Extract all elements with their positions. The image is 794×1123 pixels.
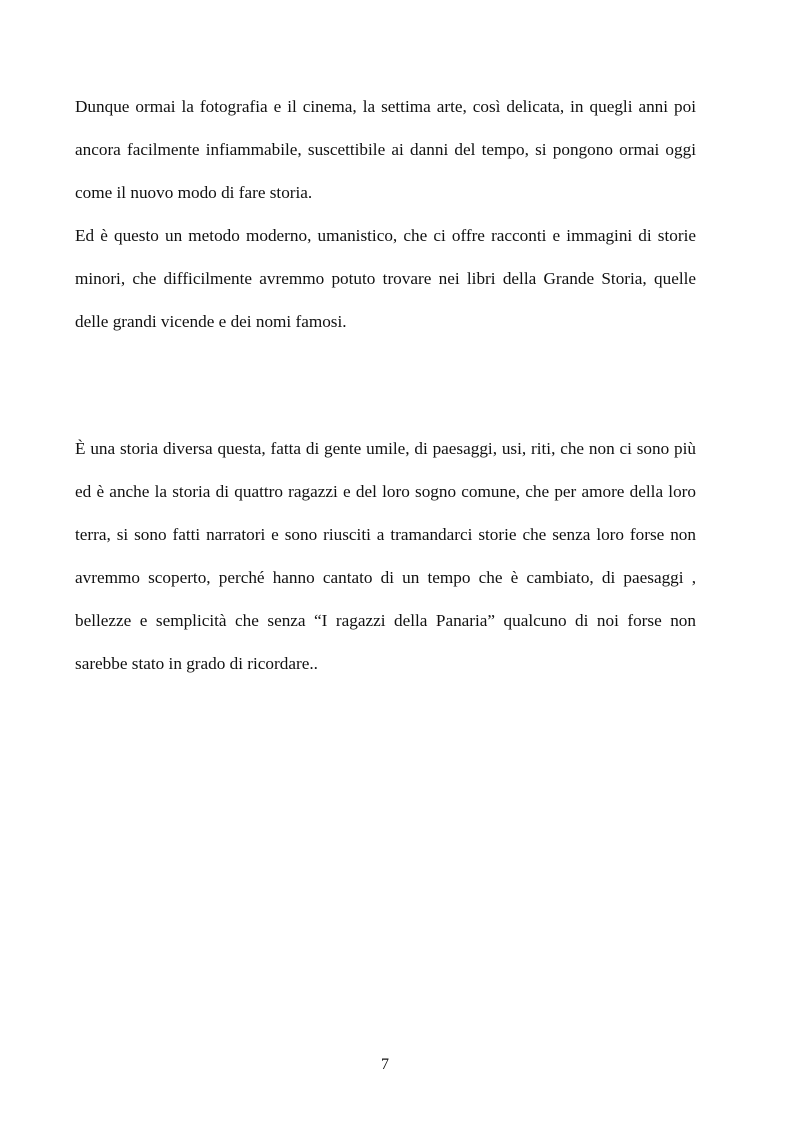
text-block-top (75, 85, 696, 343)
paragraph-2: Ed è questo un metodo moderno, umanistico, che ci offre racconti e immagini di storie minori, che difficilmente avremmo potuto trovare nei libri della Grande Storia, quelle delle grandi vicende e dei nomi famosi. (75, 226, 696, 331)
paragraph-3: È una storia diversa questa, fatta di gente umile, di paesaggi, usi, riti, che non ci sono più ed è anche la storia di quattro ragazzi e del loro sogno comune, che per amore della loro terra, si sono fatti narratori e sono riusciti a tramandarci storie che senza loro forse non avremmo scoperto, perché hanno cantato di un tempo che è cambiato, di paesaggi , bellezze e semplicità che senza “I ragazzi della Panaria” qualcuno di noi forse non sarebbe stato in grado di ricordare.. (75, 439, 696, 673)
text-block-bottom (75, 427, 696, 685)
paragraph-1: Dunque ormai la fotografia e il cinema, la settima arte, così delicata, in quegli anni poi ancora facilmente infiammabile, suscettibile ai danni del tempo, si pongono ormai oggi come il nuovo modo di fare storia. (75, 97, 696, 202)
page-number: 7 (381, 1056, 389, 1073)
